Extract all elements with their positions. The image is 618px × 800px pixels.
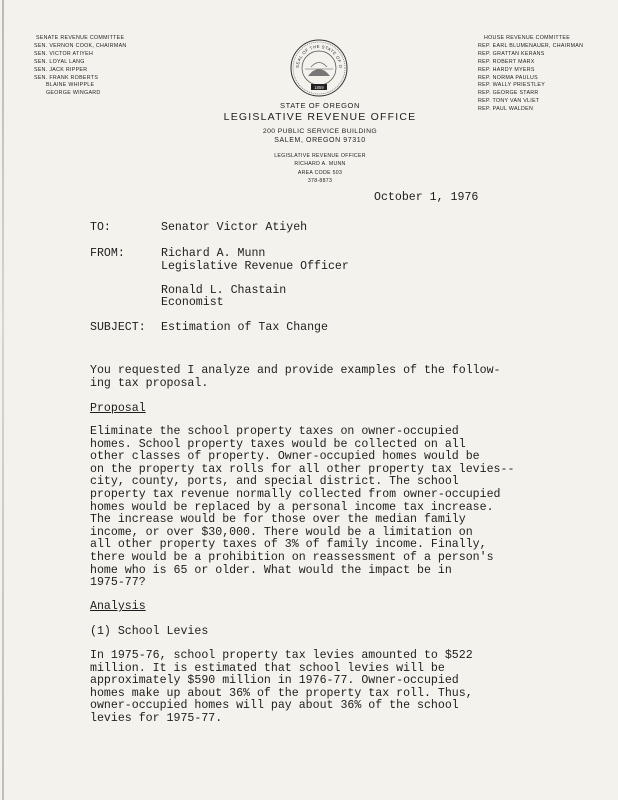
paragraph-line: on the property tax rolls for all other property tax levies-- [90, 462, 515, 476]
intro-paragraph [90, 365, 501, 390]
house-committee-title: HOUSE REVENUE COMMITTEE [484, 35, 571, 41]
officer-area-code: AREA CODE 503 [297, 169, 343, 176]
house-member: REP. PAUL WALDEN [478, 106, 534, 113]
paragraph-line: You requested I analyze and provide examples of the follow- [90, 364, 501, 377]
paragraph-line: million. It is estimated that school levies will be [90, 661, 445, 675]
house-member: REP. ROBERT MARX [478, 58, 535, 65]
page-edge-shadow [2, 0, 4, 800]
paragraph-line: income, or over $30,000. There would be a limitation on [90, 525, 473, 539]
house-member: REP. WALLY PRIESTLEY [478, 82, 546, 89]
from2-name: Ronald L. Chastain [161, 284, 287, 297]
senate-committee-list [34, 35, 127, 98]
address-line-1: 200 PUBLIC SERVICE BUILDING [262, 128, 378, 135]
paragraph-line: The increase would be for those over the median family [90, 513, 466, 527]
senate-member: SEN. FRANK ROBERTS [34, 74, 99, 81]
paragraph-line: levies for 1975-77. [90, 711, 223, 725]
to-label: TO: [90, 221, 111, 234]
paragraph-line: other classes of property. Owner-occupied homes would be [90, 450, 480, 464]
subject-label: SUBJECT: [90, 321, 146, 334]
address-line-2: SALEM, OREGON 97310 [274, 137, 366, 144]
officer-title: LEGISLATIVE REVENUE OFFICER [274, 153, 366, 159]
senate-member: SEN. VERNON COOK, CHAIRMAN [34, 42, 127, 49]
paragraph-line: city, county, ports, and special district. The school [90, 475, 459, 489]
paragraph-line: homes would be replaced by a personal income tax increase. [90, 500, 494, 514]
house-member: REP. TONY VAN VLIET [478, 98, 540, 105]
paragraph-line: owner-occupied homes will pay about 36% of the school [90, 699, 459, 713]
paragraph-line: approximately $590 million in 1976-77. Owner-occupied [90, 674, 459, 688]
senate-member: BLAINE WHIPPLE [46, 82, 95, 89]
senate-member: SEN. LOYAL LANG [34, 58, 85, 65]
officer-name: RICHARD A. MUNN [294, 161, 346, 168]
house-member: REP. EARL BLUMENAUER, CHAIRMAN [478, 42, 584, 49]
subject-text: Estimation of Tax Change [161, 321, 328, 334]
svg-text:SEAL OF THE STATE OF OREGON [289, 38, 343, 69]
school-levies-heading: (1) School Levies [90, 625, 209, 638]
paragraph-line: there would be a prohibition on reassessment of a person's [90, 550, 494, 564]
house-member: REP. GRATTAN KERANS [478, 50, 545, 57]
state-seal-icon [289, 38, 349, 98]
senate-member: SEN. JACK RIPPER [34, 66, 88, 73]
seal-ring-text: SEAL OF THE STATE OF O [294, 43, 344, 69]
officer-block [200, 152, 440, 185]
officer-phone: 378-8873 [307, 177, 333, 184]
state-name: STATE OF OREGON [280, 101, 360, 110]
from-title: Legislative Revenue Officer [161, 260, 349, 273]
senate-committee-title: SENATE REVENUE COMMITTEE [36, 35, 125, 41]
paragraph-line: homes. School property taxes would be collected on all [90, 437, 466, 451]
from2-title: Economist [161, 296, 224, 309]
proposal-heading: Proposal [90, 402, 146, 415]
paragraph-line: ing tax proposal. [90, 376, 209, 390]
memo-date: October 1, 1976 [374, 191, 479, 204]
paragraph-line: property tax revenue normally collected from owner-occupied [90, 487, 501, 501]
school-levies-paragraph [90, 650, 473, 726]
analysis-heading: Analysis [90, 600, 146, 613]
senate-member: GEORGE WINGARD [46, 90, 101, 97]
paragraph-line: 1975-77? [90, 576, 146, 590]
senate-member: SEN. VICTOR ATIYEH [34, 50, 94, 57]
paragraph-line: Eliminate the school property taxes on owner-occupied [90, 425, 459, 438]
paragraph-line: all other property taxes of 3% of family income. Finally, [90, 538, 487, 552]
to-recipient: Senator Victor Atiyeh [161, 221, 308, 234]
house-member: REP. NORMA PAULUS [478, 74, 538, 81]
house-committee-list [478, 35, 583, 114]
paragraph-line: homes make up about 36% of the property tax roll. Thus, [90, 686, 473, 700]
seal-year: 1859 [314, 84, 324, 90]
paragraph-line: home who is 65 or older. What would the impact be in [90, 563, 452, 577]
paragraph-line: In 1975-76, school property tax levies amounted to $522 [90, 649, 473, 662]
house-member: REP. GEORGE STARR [478, 90, 539, 97]
house-member: REP. HARDY MYERS [478, 66, 535, 73]
from-name: Richard A. Munn [161, 247, 266, 260]
from-label: FROM: [90, 247, 125, 260]
proposal-paragraph [90, 426, 514, 590]
office-name: LEGISLATIVE REVENUE OFFICE [223, 111, 417, 123]
